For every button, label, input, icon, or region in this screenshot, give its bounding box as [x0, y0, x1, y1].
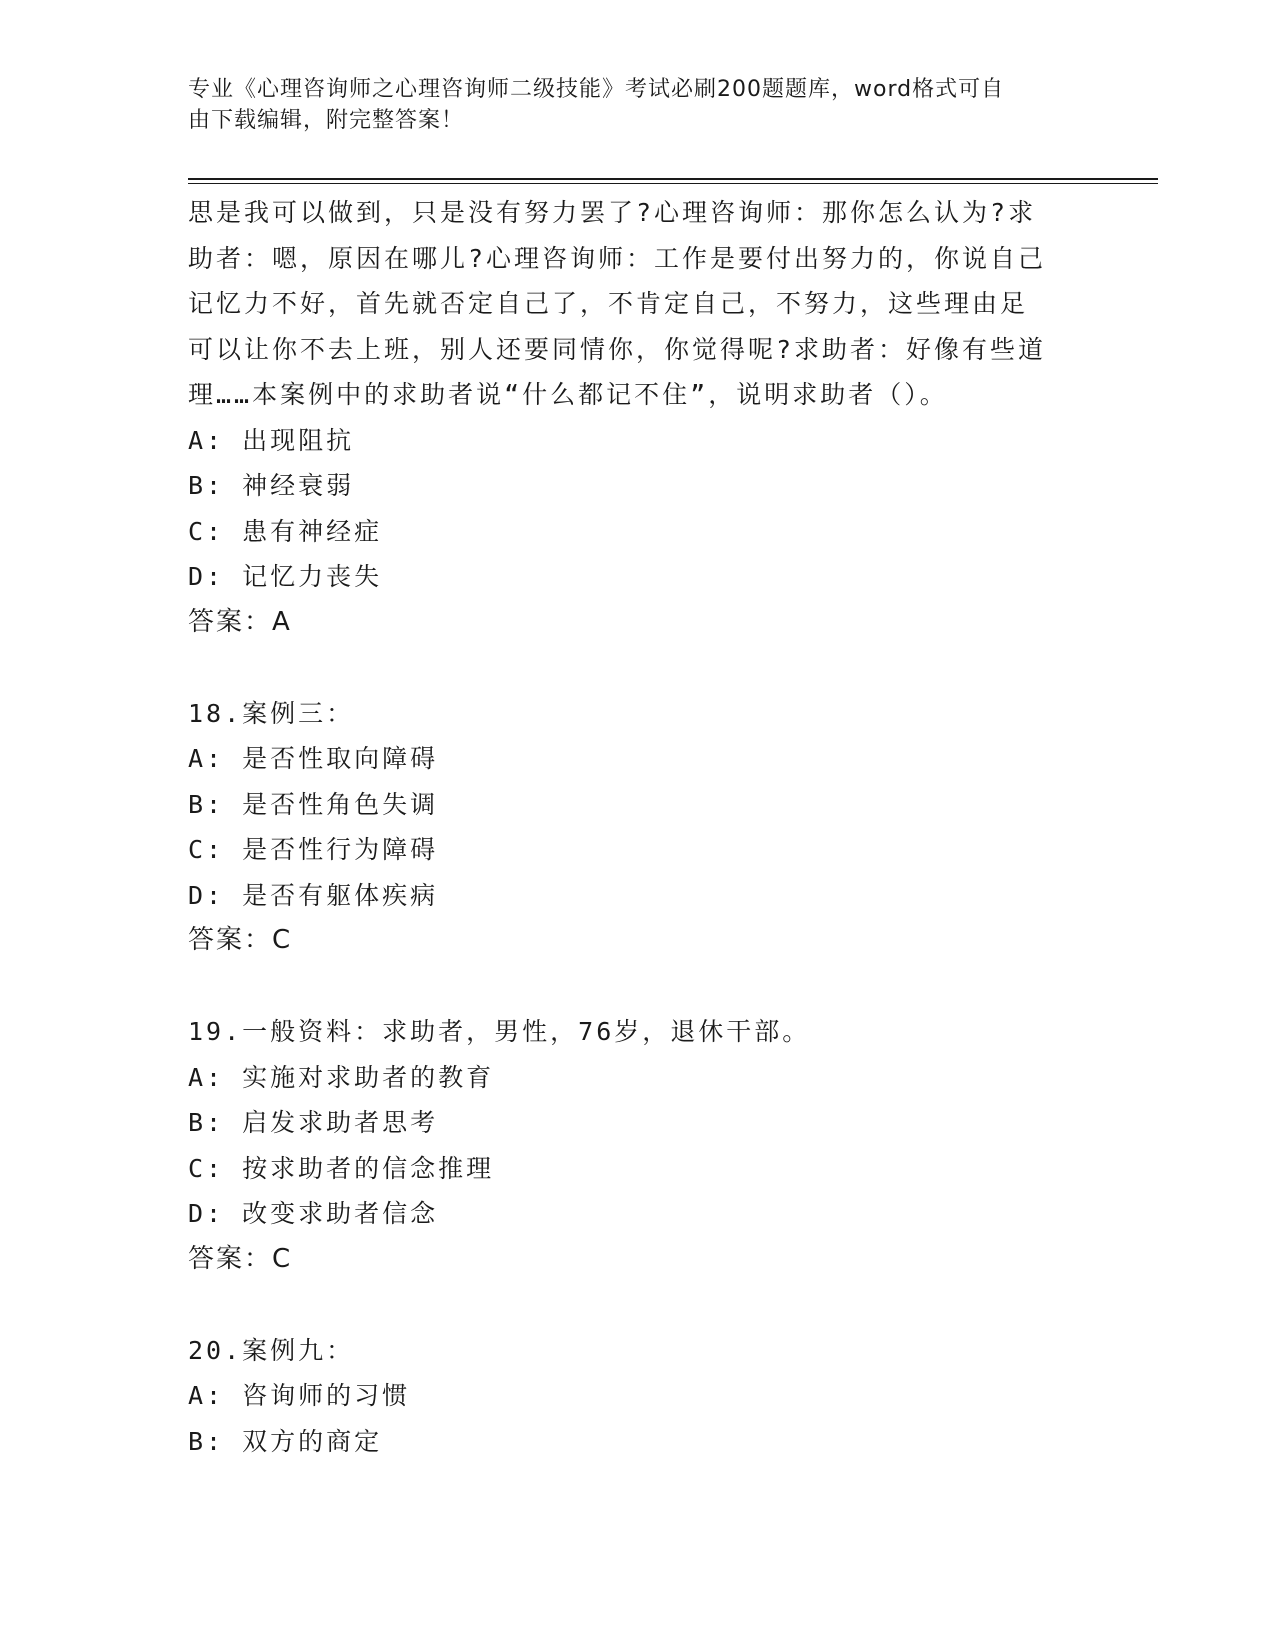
header-rule-thick: [188, 178, 1158, 180]
option-d: D: 是否有躯体疾病: [188, 880, 439, 910]
question-20: [188, 1328, 1088, 1465]
question-19: [188, 1009, 1088, 1282]
option-a: A: 是否性取向障碍: [188, 744, 439, 773]
option-c: C: 是否性行为障碍: [188, 835, 439, 864]
question-text-line: 理……本案例中的求助者说“什么都记不住”，说明求助者（）。: [188, 380, 948, 409]
question-title: 19.一般资料：求助者，男性，76岁，退休干部。: [188, 1017, 811, 1046]
option-a: A: 出现阻抗: [188, 425, 355, 455]
option-d: D: 改变求助者信念: [188, 1199, 439, 1228]
question-17: [188, 190, 1088, 645]
answer: 答案：C: [188, 925, 293, 955]
header-rule-thin: [188, 183, 1158, 184]
answer: 答案：A: [188, 606, 292, 637]
option-c: C: 患有神经症: [188, 516, 383, 546]
question-text-line: 思是我可以做到，只是没有努力罢了?心理咨询师：那你怎么认为?求: [188, 198, 1037, 227]
option-b: B: 双方的商定: [188, 1426, 383, 1456]
document-header: [188, 74, 1088, 136]
option-b: B: 启发求助者思考: [188, 1108, 439, 1137]
answer: 答案：C: [188, 1243, 293, 1274]
header-line-1: 专业《心理咨询师之心理咨询师二级技能》考试必刷200题题库，word格式可自: [188, 77, 1005, 102]
option-a: A: 实施对求助者的教育: [188, 1062, 495, 1092]
option-b: B: 是否性角色失调: [188, 789, 439, 819]
option-a: A: 咨询师的习惯: [188, 1381, 411, 1410]
question-18: [188, 691, 1088, 964]
document-body: [188, 190, 1088, 1464]
question-text-line: 记忆力不好，首先就否定自己了，不肯定自己，不努力，这些理由足: [188, 289, 1029, 318]
option-d: D: 记忆力丧失: [188, 562, 383, 591]
spacer: [188, 1282, 1088, 1328]
spacer: [188, 964, 1088, 1010]
spacer: [188, 645, 1088, 691]
question-text-line: 助者：嗯，原因在哪儿?心理咨询师：工作是要付出努力的，你说自己: [188, 243, 1047, 273]
option-c: C: 按求助者的信念推理: [188, 1153, 495, 1183]
question-title: 20.案例九：: [188, 1335, 355, 1365]
question-text-line: 可以让你不去上班，别人还要同情你，你觉得呢?求助者：好像有些道: [188, 334, 1047, 364]
question-title: 18.案例三：: [188, 698, 355, 728]
header-line-2: 由下载编辑，附完整答案！: [188, 108, 465, 133]
option-b: B: 神经衰弱: [188, 471, 355, 500]
